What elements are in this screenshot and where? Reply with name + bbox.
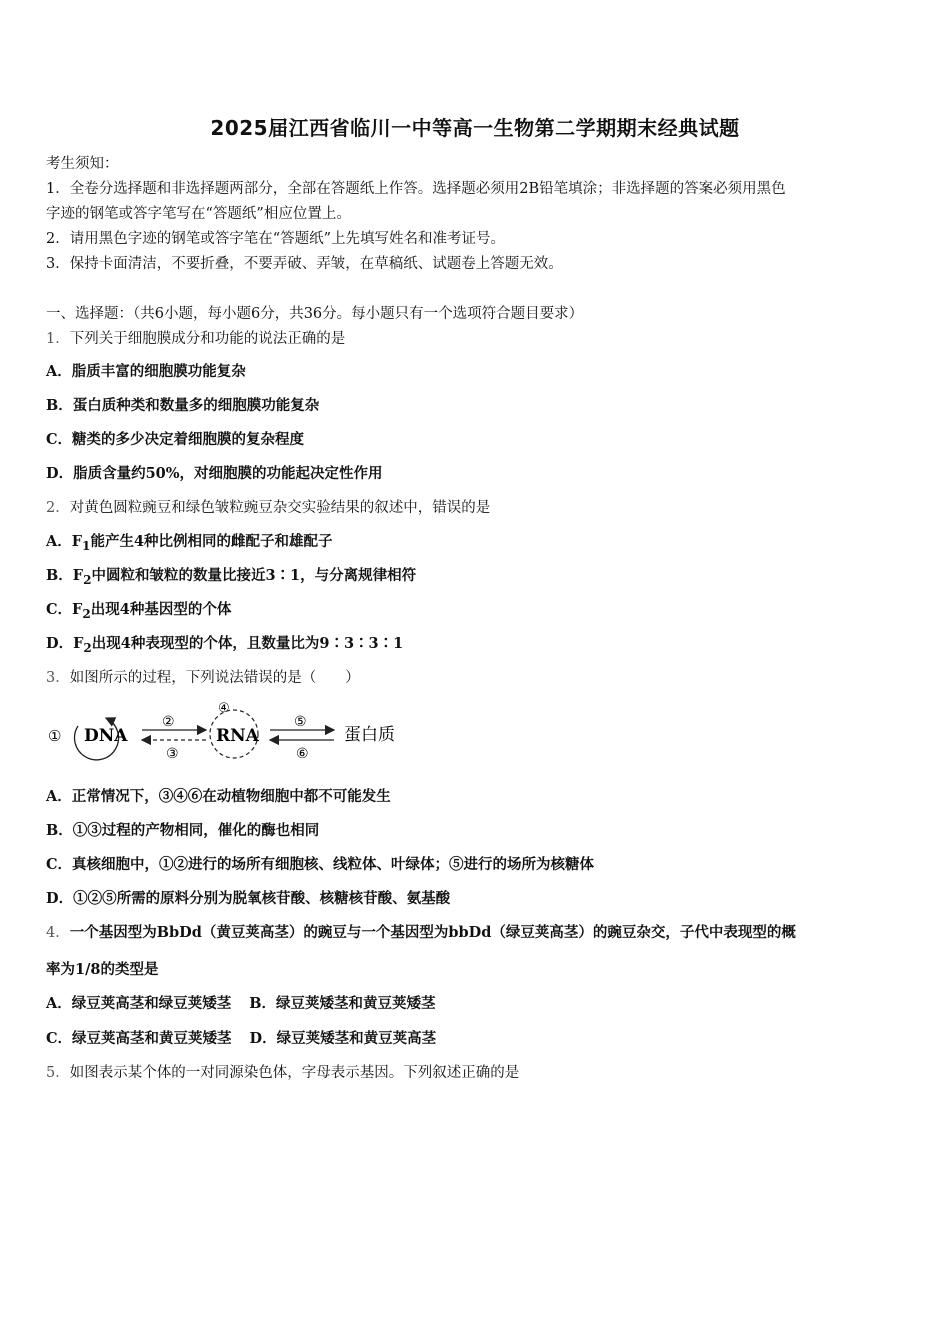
- q2-option-c: [46, 598, 231, 621]
- q3-option-c: C．真核细胞中，①②进行的场所有细胞核、线粒体、叶绿体；⑤进行的场所为核糖体: [46, 856, 595, 873]
- q3-option-a: A．正常情况下，③④⑥在动植物细胞中都不可能发生: [46, 788, 391, 805]
- option-prefix: C．F: [46, 601, 83, 618]
- question-number: 3．: [46, 670, 70, 686]
- q4-options-row-2: [46, 1027, 436, 1048]
- question-stem: 下列关于细胞膜成分和功能的说法正确的是: [69, 331, 346, 347]
- q4-option-b: B．绿豆荚矮茎和黄豆荚矮茎: [249, 995, 436, 1012]
- notice-item-3: 3．保持卡面清洁，不要折叠，不要弄破、弄皱，在草稿纸、试题卷上答题无效。: [46, 256, 563, 272]
- question-4: [46, 921, 796, 942]
- option-subscript: 2: [83, 640, 92, 655]
- label-protein: 蛋白质: [344, 725, 395, 745]
- q1-option-c: C．糖类的多少决定着细胞膜的复杂程度: [46, 431, 305, 448]
- option-subscript: 1: [82, 538, 91, 553]
- label-3: ③: [166, 746, 179, 762]
- option-text: 出现4种基因型的个体: [90, 601, 232, 618]
- exam-title: 2025届江西省临川一中等高一生物第二学期期末经典试题: [210, 116, 740, 140]
- q3-option-d: D．①②⑤所需的原料分别为脱氧核苷酸、核糖核苷酸、氨基酸: [46, 890, 451, 907]
- central-dogma-diagram: [46, 700, 426, 762]
- question-5: [46, 1061, 519, 1082]
- option-text: 中圆粒和皱粒的数量比接近3∶1，与分离规律相符: [91, 567, 417, 584]
- question-4-cont: 率为1/8的类型是: [46, 961, 159, 978]
- label-6: ⑥: [296, 746, 309, 762]
- q1-option-a: A．脂质丰富的细胞膜功能复杂: [46, 363, 246, 380]
- question-1: [46, 327, 345, 348]
- question-stem: 如图表示某个体的一对同源染色体，字母表示基因。下列叙述正确的是: [69, 1065, 520, 1081]
- q2-option-a: [46, 530, 333, 553]
- option-prefix: A．F: [46, 533, 83, 550]
- question-number: 2．: [46, 500, 70, 516]
- question-number: 1．: [46, 331, 70, 347]
- question-stem: 对黄色圆粒豌豆和绿色皱粒豌豆杂交实验结果的叙述中，错误的是: [69, 500, 491, 516]
- question-number: 5．: [46, 1065, 70, 1081]
- option-subscript: 2: [82, 606, 91, 621]
- q4-option-d: D．绿豆荚矮茎和黄豆荚高茎: [249, 1030, 437, 1047]
- notice-item-1-cont: 字迹的钢笔或答字笔写在“答题纸”相应位置上。: [46, 206, 351, 222]
- notice-item-1: 1．全卷分选择题和非选择题两部分，全部在答题纸上作答。选择题必须用2B铅笔填涂；非选择题的答案必须用黑色: [46, 181, 786, 197]
- notice-item-2: 2．请用黑色字迹的钢笔或答字笔在“答题纸”上先填写姓名和准考证号。: [46, 231, 506, 247]
- question-3: [46, 666, 360, 687]
- label-dna: DNA: [84, 726, 128, 746]
- section-header: 一、选择题：（共6小题，每小题6分，共36分。每小题只有一个选项符合题目要求）: [46, 306, 584, 322]
- label-rna: RNA: [216, 726, 259, 746]
- q3-option-b: B．①③过程的产物相同，催化的酶也相同: [46, 822, 320, 839]
- option-prefix: B．F: [46, 567, 84, 584]
- label-5: ⑤: [294, 714, 307, 730]
- q4-option-c: C．绿豆荚高茎和黄豆荚矮茎: [46, 1030, 232, 1047]
- q2-option-b: [46, 564, 416, 587]
- q1-option-b: B．蛋白质种类和数量多的细胞膜功能复杂: [46, 397, 320, 414]
- option-text: 出现4种表现型的个体，且数量比为9∶3∶3∶1: [91, 635, 404, 652]
- q4-option-a: A．绿豆荚高茎和绿豆荚矮茎: [46, 995, 232, 1012]
- q2-option-d: [46, 632, 403, 655]
- question-stem: 一个基因型为BbDd（黄豆荚高茎）的豌豆与一个基因型为bbDd（绿豆荚高茎）的豌豆杂交，子代中表现型的概: [69, 924, 796, 941]
- option-text: 能产生4种比例相同的雌配子和雄配子: [90, 533, 333, 550]
- option-subscript: 2: [83, 572, 92, 587]
- q1-option-d: D．脂质含量约50%，对细胞膜的功能起决定性作用: [46, 465, 383, 482]
- question-number: 4．: [46, 925, 70, 941]
- label-4: ④: [218, 701, 230, 716]
- label-2: ②: [162, 714, 175, 730]
- q4-options-row-1: [46, 992, 436, 1013]
- question-stem: 如图所示的过程，下列说法错误的是（ ）: [69, 670, 360, 686]
- notice-heading: 考生须知：: [46, 156, 119, 172]
- option-prefix: D．F: [46, 635, 84, 652]
- question-2: [46, 496, 490, 517]
- label-1: ①: [48, 727, 62, 745]
